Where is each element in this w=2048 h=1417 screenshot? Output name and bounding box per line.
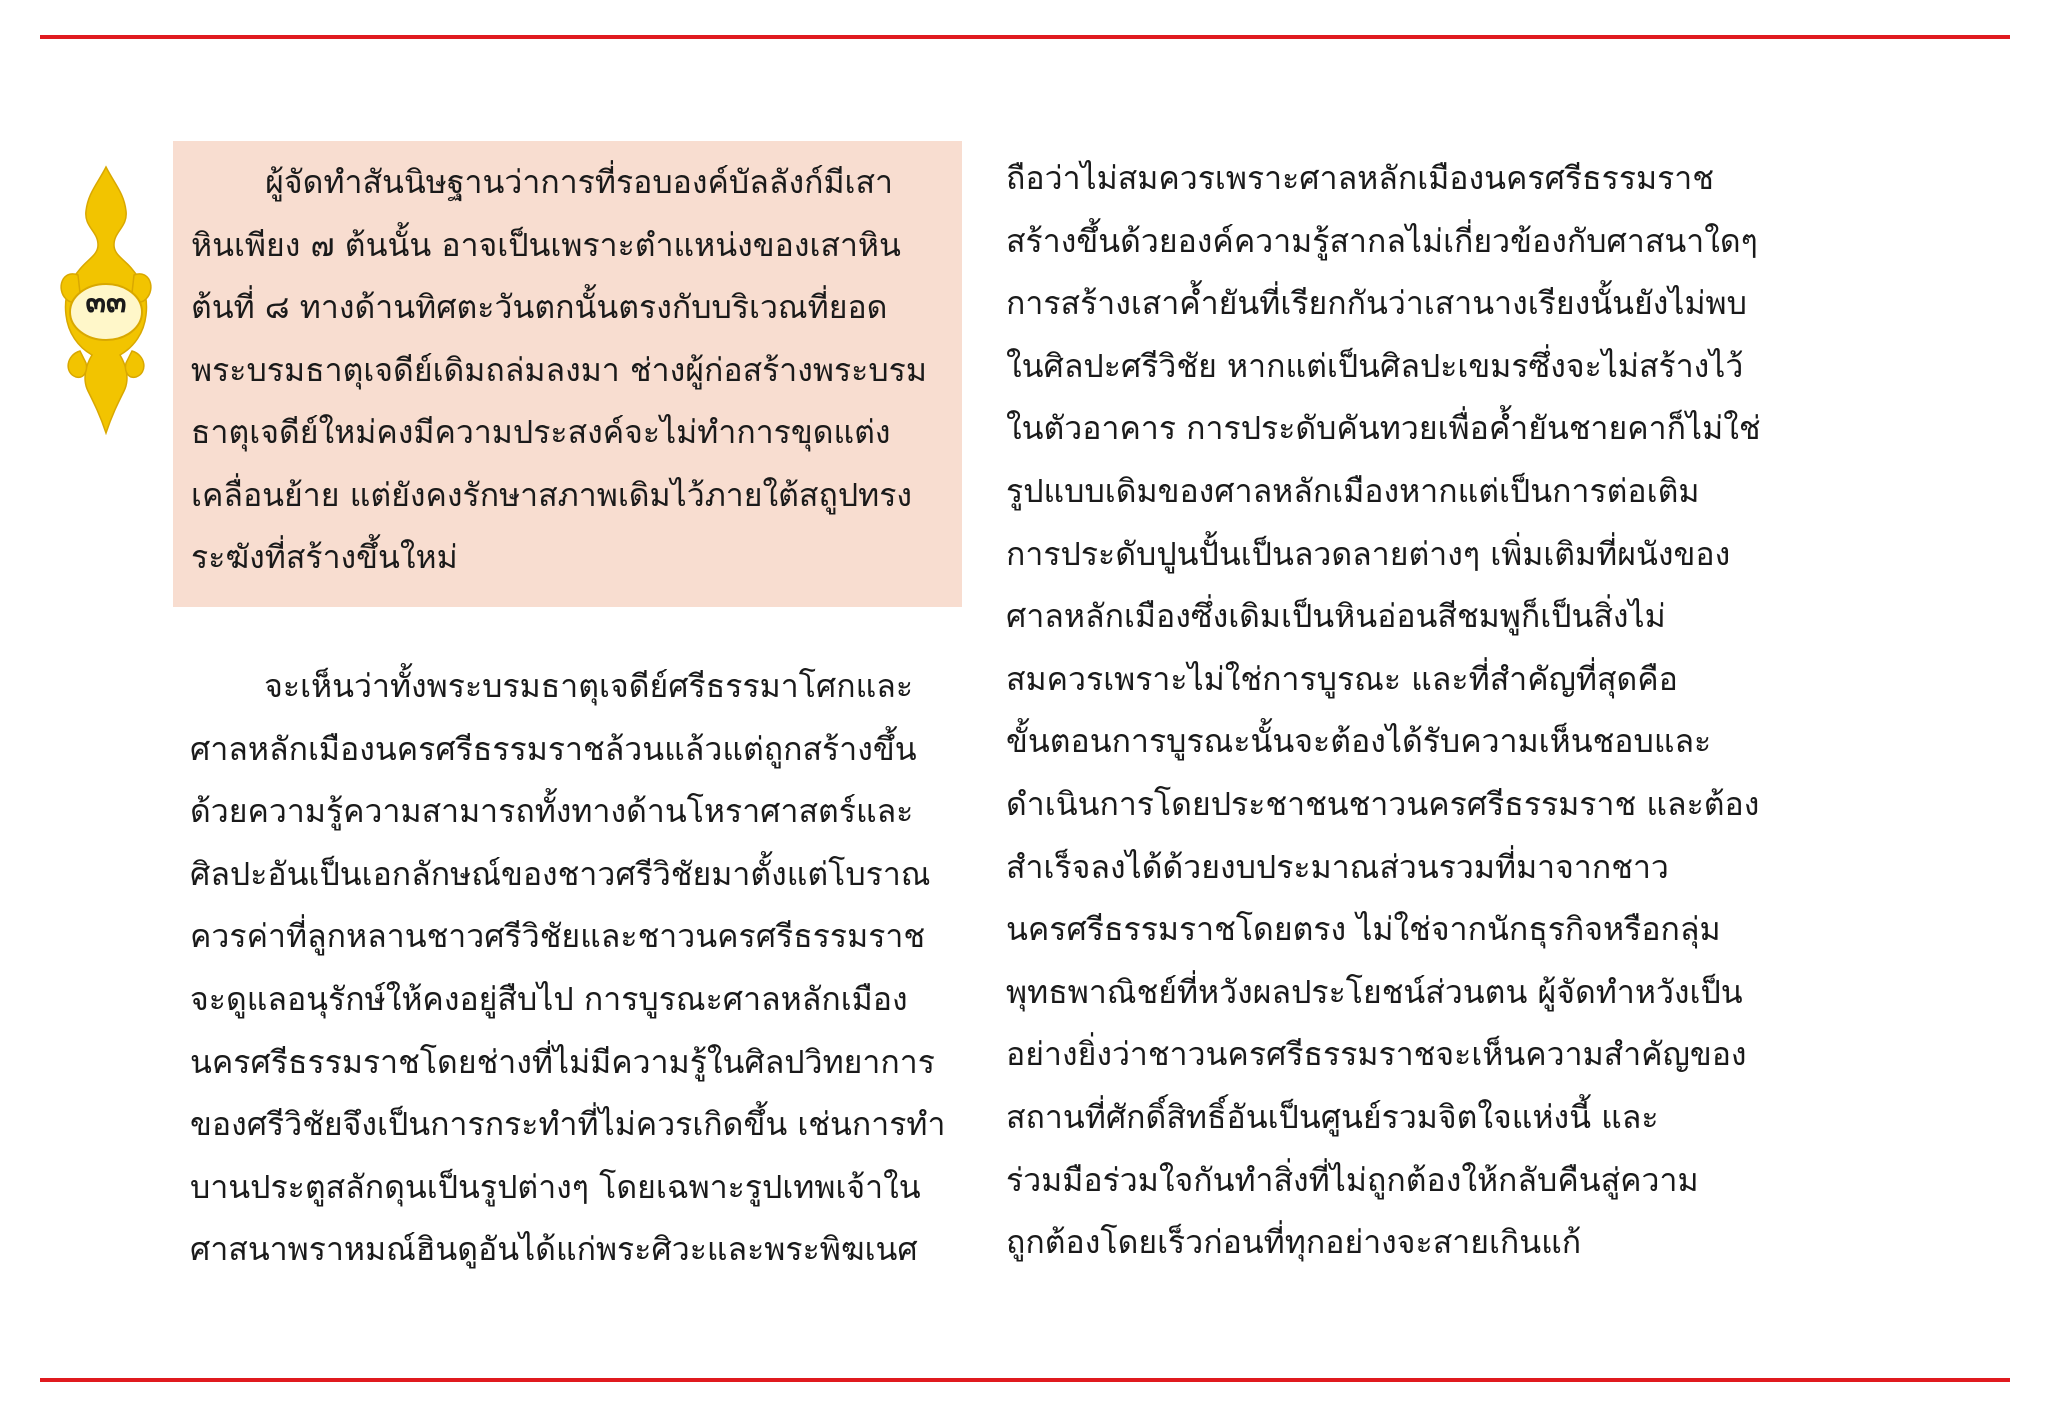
body-line: จะเห็นว่าทั้งพระบรมธาตุเจดีย์ศรีธรรมาโศกและ bbox=[190, 667, 913, 705]
body-line: ศาสนาพราหมณ์ฮินดูอันได้แก่พระศิวะและพระพิฆเนศ bbox=[190, 1230, 918, 1269]
callout-line: พระบรมธาตุเจดีย์เดิมถล่มลงมา ช่างผู้ก่อสร้างพระบรม bbox=[191, 350, 927, 389]
callout-line: ธาตุเจดีย์ใหม่คงมีความประสงค์จะไม่ทำการขุดแต่ง bbox=[191, 413, 891, 451]
body-line: ของศรีวิชัยจึงเป็นการกระทำที่ไม่ควรเกิดขึ้น เช่นการทำ bbox=[190, 1105, 946, 1144]
callout-line: ผู้จัดทำสันนิษฐานว่าการที่รอบองค์บัลลังก์มีเสา bbox=[191, 163, 893, 201]
body-line: ดำเนินการโดยประชาชนชาวนครศรีธรรมราช และต้อง bbox=[1006, 784, 1760, 823]
body-line: ควรค่าที่ลูกหลานชาวศรีวิชัยและชาวนครศรีธรรมราช bbox=[190, 917, 926, 956]
right-text-column bbox=[1006, 147, 1776, 1274]
body-line: ศาลหลักเมืองนครศรีธรรมราชล้วนแล้วแต่ถูกสร้างขึ้น bbox=[190, 729, 917, 768]
body-line: พุทธพาณิชย์ที่หวังผลประโยชน์ส่วนตน ผู้จัดทำหวังเป็น bbox=[1006, 972, 1743, 1011]
body-line: อย่างยิ่งว่าชาวนครศรีธรรมราชจะเห็นความสำคัญของ bbox=[1006, 1035, 1747, 1074]
callout-line: ต้นที่ ๘ ทางด้านทิศตะวันตกนั้นตรงกับบริเวณที่ยอด bbox=[191, 288, 888, 326]
callout-box bbox=[173, 141, 962, 607]
body-line: ในตัวอาคาร การประดับคันทวยเพื่อค้ำยันชายคาก็ไม่ใช่ bbox=[1006, 409, 1761, 448]
body-line: บานประตูสลักดุนเป็นรูปต่างๆ โดยเฉพาะรูปเทพเจ้าใน bbox=[190, 1167, 921, 1206]
bottom-red-rule bbox=[40, 1378, 2010, 1382]
left-text-column bbox=[190, 655, 960, 1281]
body-line: ร่วมมือร่วมใจกันทำสิ่งที่ไม่ถูกต้องให้กลับคืนสู่ความ bbox=[1006, 1160, 1699, 1199]
body-line: ในศิลปะศรีวิชัย หากแต่เป็นศิลปะเขมรซึ่งจะไม่สร้างไว้ bbox=[1006, 346, 1744, 385]
body-line: ขั้นตอนการบูรณะนั้นจะต้องได้รับความเห็นชอบและ bbox=[1006, 722, 1712, 761]
body-line: นครศรีธรรมราชโดยตรง ไม่ใช่จากนักธุรกิจหรือกลุ่ม bbox=[1006, 910, 1721, 949]
body-line: จะดูแลอนุรักษ์ให้คงอยู่สืบไป การบูรณะศาลหลักเมือง bbox=[190, 979, 908, 1018]
body-line: ด้วยความรู้ความสามารถทั้งทางด้านโหราศาสตร์และ bbox=[190, 792, 914, 831]
body-line: นครศรีธรรมราชโดยช่างที่ไม่มีความรู้ในศิลปวิทยาการ bbox=[190, 1042, 935, 1081]
body-line: ถือว่าไม่สมควรเพราะศาลหลักเมืองนครศรีธรรมราช bbox=[1006, 159, 1714, 197]
body-line: สถานที่ศักดิ์สิทธิ์อันเป็นศูนย์รวมจิตใจแห่งนี้ และ bbox=[1006, 1097, 1659, 1136]
body-line: ถูกต้องโดยเร็วก่อนที่ทุกอย่างจะสายเกินแก้ bbox=[1006, 1223, 1582, 1262]
body-line: การสร้างเสาค้ำยันที่เรียกกันว่าเสานางเรียงนั้นยังไม่พบ bbox=[1006, 284, 1747, 323]
body-line: สร้างขึ้นด้วยองค์ความรู้สากลไม่เกี่ยวข้องกับศาสนาใดๆ bbox=[1006, 221, 1758, 260]
body-line: รูปแบบเดิมของศาลหลักเมืองหากแต่เป็นการต่อเติม bbox=[1006, 471, 1700, 510]
body-line: สำเร็จลงได้ด้วยงบประมาณส่วนรวมที่มาจากชาว bbox=[1006, 847, 1669, 886]
body-line: การประดับปูนปั้นเป็นลวดลายต่างๆ เพิ่มเติมที่ผนังของ bbox=[1006, 534, 1731, 573]
page-number: ๓๓ bbox=[85, 285, 127, 320]
body-line: สมควรเพราะไม่ใช่การบูรณะ และที่สำคัญที่สุดคือ bbox=[1006, 659, 1678, 698]
top-red-rule bbox=[40, 35, 2010, 39]
body-line: ศาลหลักเมืองซึ่งเดิมเป็นหินอ่อนสีชมพูก็เป็นสิ่งไม่ bbox=[1006, 597, 1666, 636]
callout-line: หินเพียง ๗ ต้นนั้น อาจเป็นเพราะตำแหน่งของเสาหิน bbox=[191, 225, 901, 264]
body-line: ศิลปะอันเป็นเอกลักษณ์ของชาวศรีวิชัยมาตั้งแต่โบราณ bbox=[190, 854, 931, 893]
callout-line: ระฆังที่สร้างขึ้นใหม่ bbox=[191, 538, 458, 576]
callout-line: เคลื่อนย้าย แต่ยังคงรักษาสภาพเดิมไว้ภายใต้สถูปทรง bbox=[191, 475, 913, 514]
